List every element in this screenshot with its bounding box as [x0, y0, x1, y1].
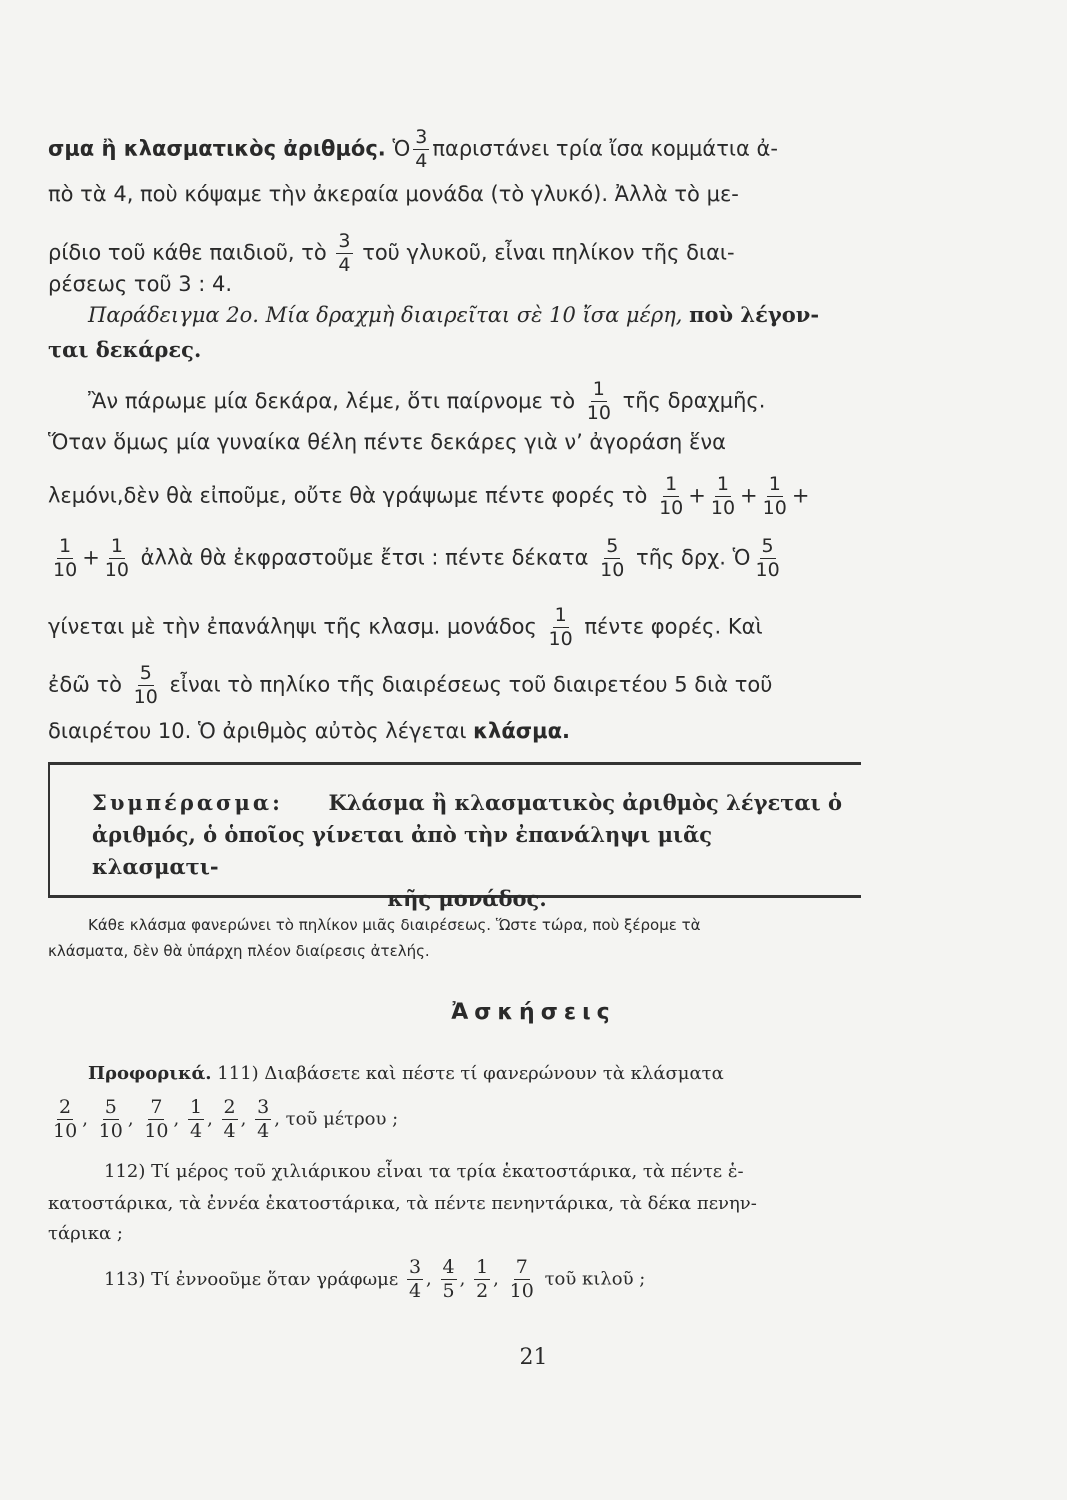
numerator: 3	[408, 1256, 422, 1278]
denominator: 10	[509, 1280, 534, 1302]
plus-sign: +	[740, 483, 758, 508]
exercise-text: 113) Τί ἐννοοῦμε ὅταν γράφωμε	[104, 1268, 399, 1290]
fraction	[255, 1098, 271, 1141]
text: λεμόνι,δὲν θὰ εἰποῦμε, οὔτε θὰ γράψωμε πέντε φορές τὸ	[48, 483, 648, 508]
exercise-text: τοῦ κιλοῦ ;	[544, 1268, 646, 1290]
numerator: 1	[592, 378, 605, 400]
exercise-111	[48, 1060, 863, 1088]
numerator: 5	[139, 662, 152, 684]
plus-sign: +	[791, 483, 810, 508]
text: τῆς δραχμῆς.	[622, 388, 766, 413]
comma: ,	[426, 1268, 432, 1290]
denominator: 4	[257, 1120, 270, 1142]
example-label: Παράδειγμα 2ο.	[88, 303, 259, 327]
text-line	[48, 475, 863, 518]
fraction	[51, 1098, 79, 1141]
exercises-heading: Ἀσκήσεις	[451, 1000, 616, 1025]
numerator: 3	[415, 126, 428, 148]
conclusion-text	[92, 787, 842, 915]
fraction	[222, 1098, 238, 1141]
numerator: 1	[110, 535, 123, 557]
denominator: 4	[338, 254, 351, 276]
text-line	[48, 606, 863, 649]
fraction	[441, 1258, 457, 1301]
denominator: 2	[476, 1280, 489, 1302]
conclusion-box	[48, 762, 861, 911]
denominator: 10	[586, 402, 611, 424]
denominator: 10	[133, 686, 158, 708]
text: Ὅταν ὅμως μία γυναίκα θέλη πέντε δεκάρες γιὰ ν’ ἀγοράση ἕνα	[48, 430, 726, 454]
fraction	[761, 475, 789, 518]
note-line: Κάθε κλάσμα φανερώνει τὸ πηλίκον μιᾶς διαιρέσεως. Ὥστε τώρα, ποὺ ξέρομε τὰ	[88, 916, 701, 934]
conclusion-line: ἀριθμός, ὁ ὁποῖος γίνεται ἀπὸ τὴν ἐπανάληψι μιᾶς κλασματι-	[92, 822, 713, 879]
comma: ,	[82, 1108, 88, 1130]
text-line	[48, 128, 863, 171]
text-line	[48, 428, 863, 456]
text: εἶναι τὸ πηλίκο τῆς διαιρέσεως τοῦ διαιρετέου 5 διὰ τοῦ	[169, 672, 773, 697]
numerator: 1	[768, 473, 781, 495]
numerator: 1	[59, 535, 72, 557]
comma: ,	[240, 1108, 247, 1130]
fraction	[97, 1098, 125, 1141]
plus-sign: +	[688, 483, 706, 508]
fraction	[407, 1258, 423, 1301]
note-line: κλάσματα, δὲν θὰ ὑπάρχη πλέον διαίρεσις ἀτελής.	[48, 942, 430, 960]
fraction	[585, 380, 613, 423]
fraction	[753, 537, 781, 580]
denominator: 10	[98, 1120, 123, 1142]
text: ἐδῶ τὸ	[48, 672, 122, 697]
text-line	[48, 537, 863, 580]
numerator: 4	[442, 1256, 455, 1278]
numerator: 3	[338, 230, 351, 252]
text: τοῦ γλυκοῦ, εἶναι πηλίκον τῆς διαι-	[362, 240, 735, 265]
numerator: 7	[515, 1256, 528, 1278]
exercise-text: 111) Διαβάσετε καὶ πέστε τί φανερώνουν τὰ κλάσματα	[217, 1063, 724, 1084]
oral-label: Προφορικά.	[88, 1063, 212, 1084]
numerator: 5	[104, 1096, 117, 1118]
fraction	[132, 664, 160, 707]
comma: ,	[127, 1108, 134, 1130]
page-number: 21	[519, 1345, 548, 1370]
text-line: ται δεκάρες.	[48, 337, 202, 362]
denominator: 4	[415, 150, 428, 172]
example-title-line	[48, 301, 863, 329]
text-line	[48, 717, 863, 745]
conclusion-line: κῆς μονάδος.	[387, 886, 547, 911]
comma: ,	[173, 1108, 180, 1130]
exercise-111-fractions	[48, 1098, 863, 1141]
fraction	[547, 606, 575, 649]
fraction	[508, 1258, 536, 1301]
denominator: 4	[189, 1120, 203, 1142]
denominator: 10	[755, 559, 780, 581]
denominator: 10	[548, 628, 573, 650]
exercise-113	[48, 1258, 863, 1301]
text: γίνεται μὲ τὴν ἐπανάληψι τῆς κλασμ. μονάδος	[48, 614, 537, 639]
fraction	[657, 475, 685, 518]
comma: ,	[459, 1268, 466, 1290]
denominator: 10	[762, 497, 787, 519]
numerator: 3	[257, 1096, 270, 1118]
denominator: 10	[53, 1120, 78, 1142]
numerator: 1	[665, 473, 678, 495]
fraction	[142, 1098, 170, 1141]
numerator: 5	[606, 535, 619, 557]
comma: ,	[493, 1268, 499, 1290]
text-line	[48, 664, 863, 707]
numerator: 1	[476, 1256, 489, 1278]
text: τῆς δρχ. Ὁ	[636, 545, 751, 570]
numerator: 2	[59, 1096, 72, 1118]
text: Ἂν πάρωμε μία δεκάρα, λέμε, ὅτι παίρνομε τὸ	[88, 388, 576, 413]
denominator: 10	[53, 559, 78, 581]
fraction	[51, 537, 79, 580]
text: ρίδιο τοῦ κάθε παιδιοῦ, τὸ	[48, 240, 327, 265]
comma: ,	[207, 1108, 213, 1130]
numerator: 1	[189, 1096, 203, 1118]
text: παριστάνει τρία ἴσα κομμάτια ἀ-	[432, 136, 778, 161]
denominator: 5	[442, 1280, 455, 1302]
text-line: πὸ τὰ 4, ποὺ κόψαμε τὴν ἀκεραία μονάδα (τὸ γλυκό). Ἀλλὰ τὸ με-	[48, 182, 739, 206]
denominator: 4	[223, 1120, 236, 1142]
exercise-112-line: 112) Τί μέρος τοῦ χιλιάρικου εἶναι τα τρία ἑκατοστάρικα, τὰ πέντε ἑ-	[104, 1161, 744, 1182]
numerator: 7	[150, 1096, 163, 1118]
text-line	[48, 232, 863, 275]
exercise-112-line: τάρικα ;	[48, 1223, 123, 1244]
numerator: 2	[223, 1096, 236, 1118]
denominator: 10	[144, 1120, 169, 1142]
fraction	[413, 128, 429, 171]
text: πέντε φορές. Καὶ	[584, 614, 763, 639]
bold-term: κλάσμα.	[473, 719, 570, 743]
text-line	[48, 380, 863, 423]
denominator: 4	[408, 1280, 422, 1302]
denominator: 10	[659, 497, 684, 519]
numerator: 5	[761, 535, 774, 557]
bold-term: ποὺ λέγον-	[689, 302, 820, 327]
fraction	[336, 232, 352, 275]
denominator: 10	[104, 559, 129, 581]
denominator: 10	[600, 559, 625, 581]
exercise-text: , τοῦ μέτρου ;	[274, 1108, 399, 1130]
exercise-112-line: κατοστάρικα, τὰ ἐννέα ἑκατοστάρικα, τὰ πέντε πενηντάρικα, τὰ δέκα πενην-	[48, 1193, 757, 1214]
fraction	[103, 537, 131, 580]
fraction	[598, 537, 626, 580]
numerator: 1	[554, 604, 567, 626]
example-text: Μία δραχμὴ διαιρεῖται σὲ 10 ἴσα μέρη,	[265, 303, 683, 327]
bold-phrase: σμα ἢ κλασματικὸς ἀριθμός.	[48, 136, 386, 161]
plus-sign: +	[82, 545, 100, 570]
text: Ὁ	[392, 136, 411, 161]
denominator: 10	[710, 497, 736, 519]
fraction	[188, 1098, 204, 1141]
text: ἀλλὰ θὰ ἐκφραστοῦμε ἔτσι : πέντε δέκατα	[140, 545, 589, 570]
conclusion-label: Συμπέρασμα:	[92, 790, 283, 815]
text: διαιρέτου 10. Ὁ ἀριθμὸς αὐτὸς λέγεται	[48, 719, 467, 743]
text-line: ρέσεως τοῦ 3 : 4.	[48, 272, 233, 296]
fraction	[474, 1258, 490, 1301]
conclusion-line: Κλάσμα ἢ κλασματικὸς ἀριθμὸς λέγεται ὁ	[328, 790, 842, 815]
fraction	[709, 475, 737, 518]
numerator: 1	[716, 473, 729, 495]
